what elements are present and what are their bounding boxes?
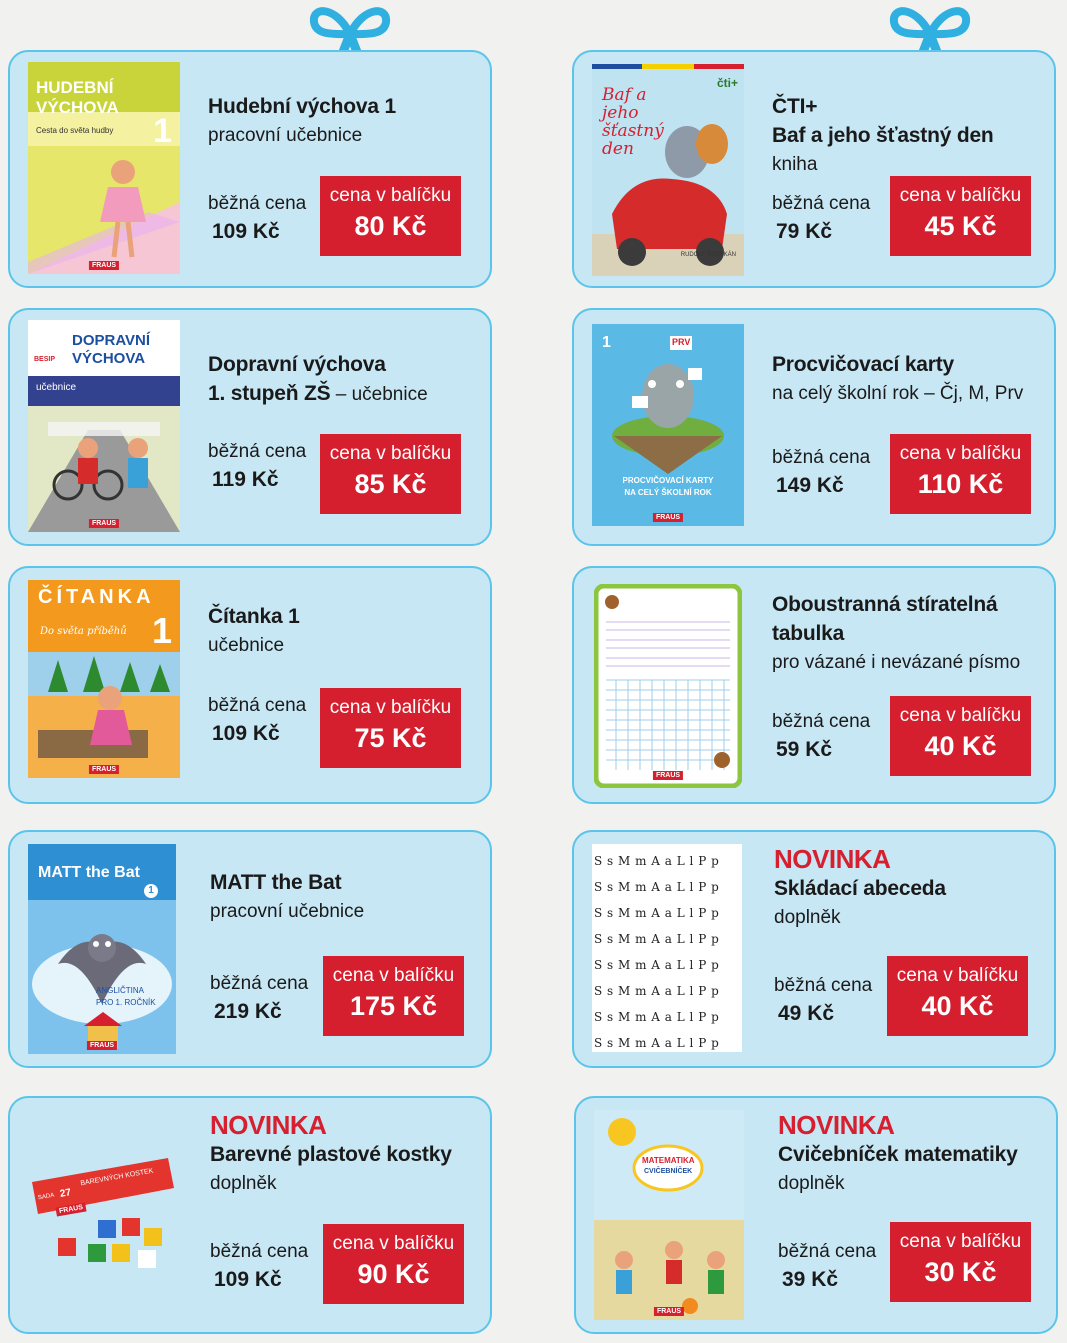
cover-number: 1 <box>144 884 158 898</box>
publisher-logo: FRAUS <box>653 771 683 780</box>
product-info <box>778 1110 1018 1198</box>
regular-price-value: 39 Kč <box>782 1268 839 1291</box>
novinka-badge: NOVINKA <box>210 1110 327 1140</box>
product-title: ČTI+ <box>772 95 818 118</box>
regular-price-label: běžná cena <box>210 1241 309 1262</box>
regular-price <box>208 190 306 246</box>
package-price-label: cena v balíčku <box>899 705 1022 726</box>
product-title: Čítanka 1 <box>208 605 300 628</box>
product-subtitle: kniha <box>772 154 818 175</box>
product-card-citanka[interactable] <box>8 566 492 804</box>
product-subtitle: pro vázané i nevázané písmo <box>772 652 1021 673</box>
product-title: Procvičovací karty <box>772 353 955 376</box>
product-card-matt-the-bat[interactable] <box>8 830 492 1068</box>
letter-row: S s M m A a L l P p <box>594 984 720 998</box>
regular-price-label: běžná cena <box>772 447 871 468</box>
regular-price <box>778 1238 876 1294</box>
package-price-value: 110 Kč <box>917 469 1004 499</box>
package-price-label: cena v balíčku <box>332 1233 455 1254</box>
package-price-box <box>320 176 461 256</box>
product-info <box>772 92 994 179</box>
package-price-box <box>320 688 461 768</box>
regular-price <box>772 190 870 246</box>
regular-price-value: 119 Kč <box>212 468 279 491</box>
cover-number: 1 <box>602 334 611 351</box>
product-info <box>772 350 1023 408</box>
package-price-value: 80 Kč <box>354 211 427 241</box>
product-title: Cvičebníček matematiky <box>778 1143 1018 1166</box>
product-subtitle: pracovní učebnice <box>208 125 363 146</box>
product-card-kostky[interactable] <box>8 1096 492 1334</box>
letter-row: S s M m A a L l P p <box>594 854 720 868</box>
regular-price-label: běžná cena <box>208 441 307 462</box>
regular-price-value: 149 Kč <box>776 474 844 497</box>
regular-price <box>210 970 308 1026</box>
package-price-value: 45 Kč <box>924 211 997 241</box>
cover-subtitle: Cesta do světa hudby <box>36 126 114 135</box>
cover-subtitle: Do světa příběhů <box>40 626 127 637</box>
product-subtitle: doplněk <box>778 1173 845 1194</box>
product-info <box>208 92 396 150</box>
publisher-logo: FRAUS <box>654 1307 684 1316</box>
product-title-line2: Baf a jeho šťastný den <box>772 124 994 147</box>
cover-set-label: SADA <box>37 1192 55 1202</box>
product-title: Oboustranná stíratelná <box>772 593 998 616</box>
regular-price <box>208 438 306 494</box>
package-price-value: 40 Kč <box>921 991 994 1021</box>
regular-price-value: 109 Kč <box>214 1268 282 1291</box>
cover-tag: PRV <box>672 337 691 347</box>
regular-price-value: 59 Kč <box>776 738 833 761</box>
package-price-box <box>890 176 1031 256</box>
product-subtitle: doplněk <box>774 907 841 928</box>
regular-price <box>774 972 872 1028</box>
book-cover-image <box>592 324 744 526</box>
cover-author: RUDOLF ŠTORKÁN <box>680 252 736 258</box>
product-card-baf[interactable] <box>572 50 1056 288</box>
package-price-box <box>890 1222 1031 1302</box>
cover-title: DOPRAVNÍ <box>72 332 151 349</box>
cover-title: MATT the Bat <box>38 864 140 881</box>
product-info <box>208 602 300 660</box>
product-card-cvicebnicek[interactable] <box>574 1096 1058 1334</box>
cover-number: 1 <box>153 112 172 150</box>
book-cover-image <box>592 64 744 276</box>
novinka-badge: NOVINKA <box>774 844 891 874</box>
product-info <box>210 1110 452 1198</box>
product-subtitle: na celý školní rok – Čj, M, Prv <box>772 383 1024 404</box>
book-cover-image <box>28 580 180 778</box>
product-title: Dopravní výchova <box>208 353 386 376</box>
product-card-skladaci-abeceda[interactable] <box>572 830 1056 1068</box>
cover-title: ČÍTANKA <box>38 586 155 608</box>
publisher-logo: FRAUS <box>89 519 119 528</box>
product-info <box>772 590 1020 677</box>
book-cover-image <box>28 844 176 1054</box>
product-card-dopravni-vychova[interactable] <box>8 308 492 546</box>
publisher-logo: FRAUS <box>55 1202 86 1216</box>
product-card-tabulka[interactable] <box>572 566 1056 804</box>
product-subtitle: učebnice <box>208 635 285 656</box>
regular-price-label: běžná cena <box>772 711 871 732</box>
letter-row: S s M m A a L l P p <box>594 1036 720 1050</box>
package-price-value: 85 Kč <box>354 469 427 499</box>
cover-title-line2: NA CELÝ ŠKOLNÍ ROK <box>624 488 712 497</box>
cover-subtitle: ANGLIČTINA <box>96 986 145 995</box>
cover-number: 1 <box>151 610 172 651</box>
cover-logo: čti+ <box>716 76 738 90</box>
regular-price <box>210 1238 308 1294</box>
cover-title: MATEMATIKA <box>642 1156 695 1165</box>
regular-price <box>772 708 870 764</box>
cover-title: BAREVNÝCH KOSTEK <box>79 1167 154 1188</box>
regular-price-label: běžná cena <box>772 193 871 214</box>
product-subtitle: – učebnice <box>330 384 428 405</box>
cover-number: 27 <box>59 1187 72 1200</box>
package-price-label: cena v balíčku <box>329 185 452 206</box>
cover-title-line2: VÝCHOVA <box>72 350 146 367</box>
regular-price-label: běžná cena <box>778 1241 877 1262</box>
letter-cards-grid <box>592 844 742 1052</box>
regular-price <box>772 444 870 500</box>
book-cover-image <box>28 320 180 532</box>
letter-row: S s M m A a L l P p <box>594 958 720 972</box>
package-price-box <box>320 434 461 514</box>
regular-price-value: 219 Kč <box>214 1000 282 1023</box>
product-info <box>210 868 364 926</box>
package-price-label: cena v balíčku <box>899 1231 1022 1252</box>
cover-title: Baf a jeho šťastný den <box>602 85 664 159</box>
product-title: Barevné plastové kostky <box>210 1143 452 1166</box>
cover-subtitle-line2: PRO 1. ROČNÍK <box>96 998 156 1007</box>
regular-price <box>208 692 306 748</box>
package-price-label: cena v balíčku <box>896 965 1019 986</box>
cover-subtitle: učebnice <box>36 382 77 393</box>
package-price-value: 30 Kč <box>924 1257 997 1287</box>
publisher-logo: FRAUS <box>89 261 119 270</box>
regular-price-label: běžná cena <box>208 695 307 716</box>
product-title: Hudební výchova 1 <box>208 95 396 118</box>
package-price-value: 175 Kč <box>349 991 438 1021</box>
package-price-label: cena v balíčku <box>332 965 455 986</box>
product-title: MATT the Bat <box>210 871 342 894</box>
cover-subtitle: CVIČEBNÍČEK <box>644 1168 693 1175</box>
regular-price-value: 49 Kč <box>778 1002 835 1025</box>
regular-price-value: 109 Kč <box>212 722 280 745</box>
product-image <box>28 1158 178 1268</box>
product-subtitle: pracovní učebnice <box>210 901 365 922</box>
regular-price-label: běžná cena <box>210 973 309 994</box>
package-price-label: cena v balíčku <box>899 443 1022 464</box>
package-price-label: cena v balíčku <box>899 185 1022 206</box>
package-price-box <box>323 1224 464 1304</box>
cover-title: PROCVIČOVACÍ KARTY <box>622 476 714 485</box>
package-price-box <box>887 956 1028 1036</box>
letter-row: S s M m A a L l P p <box>594 932 720 946</box>
book-cover-image <box>594 1110 744 1320</box>
product-title-line2: tabulka <box>772 622 845 645</box>
cover-brand: BESIP <box>34 356 56 363</box>
product-info <box>208 350 428 410</box>
product-info <box>774 844 946 932</box>
package-price-label: cena v balíčku <box>329 443 452 464</box>
regular-price-value: 109 Kč <box>212 220 280 243</box>
letter-row: S s M m A a L l P p <box>594 1010 720 1024</box>
regular-price-label: běžná cena <box>208 193 307 214</box>
product-image <box>592 844 742 1052</box>
product-title: Skládací abeceda <box>774 877 946 900</box>
cover-title: HUDEBNÍ VÝCHOVA <box>36 78 119 117</box>
package-price-box <box>890 434 1031 514</box>
package-price-box <box>890 696 1031 776</box>
package-price-value: 75 Kč <box>354 723 427 753</box>
product-image <box>594 584 742 788</box>
publisher-logo: FRAUS <box>89 765 119 774</box>
publisher-logo: FRAUS <box>653 513 683 522</box>
package-price-label: cena v balíčku <box>329 697 452 718</box>
publisher-logo: FRAUS <box>87 1041 117 1050</box>
product-card-procvicovaci-karty[interactable] <box>572 308 1056 546</box>
package-price-value: 90 Kč <box>357 1259 430 1289</box>
package-price-value: 40 Kč <box>924 731 997 761</box>
package-price-box <box>323 956 464 1036</box>
product-subtitle: doplněk <box>210 1173 277 1194</box>
novinka-badge: NOVINKA <box>778 1110 895 1140</box>
regular-price-value: 79 Kč <box>776 220 833 243</box>
product-card-hudebni-vychova[interactable] <box>8 50 492 288</box>
letter-row: S s M m A a L l P p <box>594 906 720 920</box>
book-cover-image <box>28 62 180 274</box>
product-title-line2: 1. stupeň ZŠ <box>208 382 331 405</box>
letter-row: S s M m A a L l P p <box>594 880 720 894</box>
regular-price-label: běžná cena <box>774 975 873 996</box>
